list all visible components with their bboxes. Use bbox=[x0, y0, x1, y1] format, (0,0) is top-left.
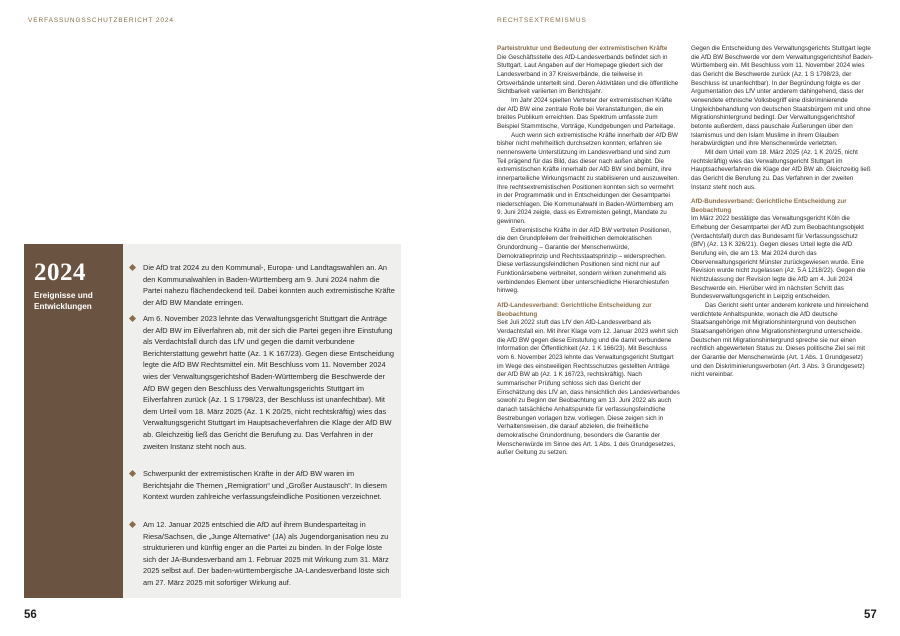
diamond-icon bbox=[129, 264, 136, 271]
events-bullet bbox=[143, 262, 395, 308]
page-number-right: 57 bbox=[864, 609, 877, 621]
text-column-2 bbox=[691, 45, 874, 380]
paragraph: Im Jahr 2024 spielten Vertreter der extremistischen Kräfte der AfD BW eine zentrale Rolle bei Veranstaltungen, die ein breites Publikum erreichten. Das Spektrum umfasste zum Beispiel Stammtische, Vorträge, Kundgebungen und Parteitage. bbox=[497, 96, 676, 130]
text-column-1 bbox=[497, 45, 680, 458]
diamond-icon bbox=[129, 315, 136, 322]
events-bullet bbox=[143, 313, 395, 452]
paragraph: Seit Juli 2022 stuft das LfV den AfD-Landesverband als Verdachtsfall ein. Mit ihrer Klage vom 12. Januar 2023 wehrt sich die AfD BW gegen diese Einstufung und die damit verbundene Information der Öffentlichkeit (Az. 1 K 166/23). Mit Beschluss vom 6. November 2023 lehnte das Verwaltungsgericht Stuttgart im Wege des einstweiligen Rechtsschutzes gestellten Anträge der AfD BW ab (Az. 1 K 167/23, rechtskräftig). Nach summarischer Prüfung schloss sich das Gericht der Einschätzung des LfV an, dass hinsichtlich des Landesverbandes sowohl zu Beginn der Beobachtung am 13. Juni 2022 als auch danach tatsächliche Anhaltspunkte für verfassungsfeindliche Bestrebungen vorlagen bzw. vorliegen. Diese zeigen sich in Verhaltensweisen, die darauf abzielen, die freiheitliche demokratische Grundordnung, besonders die Garantie der Menschenwürde im Sinne des Art. 1 Abs. 1 des Grundgesetzes, außer Geltung zu setzen. bbox=[497, 319, 680, 457]
section-heading-state-association: AfD-Landesverband: Gerichtliche Entscheidung zur Beobachtung bbox=[497, 302, 652, 318]
paragraph: Mit dem Urteil vom 18. März 2025 (Az. 1 K 20/25, nicht rechtskräftig) wies das Verwaltungsgericht Stuttgart im Hauptsacheverfahren die Klage der AfD BW ab. Gleichzeitig ließ das Gericht die Berufung zu. Das Verfahren in der zweiten Instanz steht noch aus. bbox=[691, 148, 871, 191]
section-heading-federal-association: AfD-Bundesverband: Gerichtliche Entscheidung zur Beobachtung bbox=[691, 198, 847, 214]
section-heading-party-structure: Parteistruktur und Bedeutung der extremistischen Kräfte bbox=[497, 45, 668, 52]
events-bullet bbox=[143, 519, 395, 589]
events-bullet-text: Am 12. Januar 2025 entschied die AfD auf ihrem Bundesparteitag in Riesa/Sachsen, die „Junge Alternative“ (JA) als Jugendorganisation neu zu strukturieren und künftig enger an die Partei zu binden. In der Folge löste sich der JA-Bundesverband am 1. Februar 2025 mit Wirkung zum 31. März 2025 selbst auf. Der baden-württembergische JA-Landesverband löste sich am 27. März 2025 mit sofortiger Wirkung auf. bbox=[143, 520, 390, 587]
paragraph: Auch wenn sich extremistische Kräfte innerhalb der AfD BW bisher nicht mehrheitlich durchsetzen konnten, erfahren sie nennenswerte Unterstützung im Landesverband und sind zum Teil prägend für das Bild, das dieser nach außen abgibt. Die extremistischen Kräfte innerhalb der AfD BW sind bemüht, ihre innerparteiliche Wirkungsmacht zu stabilisieren und auszuweiten. Ihre rechtsextremistischen Positionen konnten sich so vermehrt in der Programmatik und in Entscheidungen der Gesamtpartei niederschlagen. Die Kommunalwahl in Baden-Württemberg am 9. Juni 2024 zeigte, dass es Extremisten gelingt, Mandate zu gewinnen. bbox=[497, 131, 680, 226]
events-subtitle: Ereignisse und Entwicklungen bbox=[34, 291, 93, 311]
paragraph: Extremistische Kräfte in der AfD BW vertreten Positionen, die den Grundpfeilern der freiheitlichen demokratischen Grundordnung – Garantie der Menschenwürde, Demokratieprinzip und Rechtsstaatsprinzip – widersprechen. Diese verfassungsfeindlichen Positionen sind nicht nur auf Funktionärsebene verbreitet, sondern wirken zunehmend als verbindendes Element über unterschiedliche Hierarchiestufen hinweg. bbox=[497, 226, 672, 295]
events-bullet-text: Schwerpunkt der extremistischen Kräfte in der AfD BW waren im Berichtsjahr die Themen „Remigration“ und „Großer Austausch“. In diesem Kontext wurden zahlreiche verfassungsfeindliche Positionen verzeichnet. bbox=[143, 469, 387, 502]
page-number-left: 56 bbox=[24, 609, 37, 621]
diamond-icon bbox=[129, 521, 136, 528]
events-year: 2024 bbox=[34, 259, 86, 286]
events-box-content bbox=[123, 244, 401, 598]
events-bullet-text: Am 6. November 2023 lehnte das Verwaltungsgericht Stuttgart die Anträge der AfD BW im Eilverfahren ab, mit der sich die Partei gegen ihre Einstufung als Verdachtsfall durch das LfV und gegen die damit verbundene Berichterstattung gewehrt hatte (Az. 1 K 167/23). Gegen diese Entscheidung legte die AfD BW Rechtsmittel ein. Mit Beschluss vom 11. November 2024 wies der Verwaltungsgerichtshof Baden-Württemberg die Beschwerde der AfD BW gegen den Beschluss des Verwaltungsgerichts Stuttgart im Eilverfahren zurück (Az. 1 S 1798/23, der Beschluss ist unanfechtbar). Mit dem Urteil vom 18. März 2025 (Az. 1 K 20/25, nicht rechtskräftig) wies das Verwaltungsgericht Stuttgart im Hauptsacheverfahren die Klage der AfD BW ab. Gleichzeitig ließ das Gericht die Berufung zu. Das Verfahren in der zweiten Instanz steht noch aus. bbox=[143, 314, 395, 451]
events-bullet-text: Die AfD trat 2024 zu den Kommunal-, Europa- und Landtagswahlen an. An den Kommunalwahlen in Baden-Württemberg am 9. Juni 2024 nahm die Partei nahezu flächendeckend teil. Dabei konnten auch extremistische Kräfte der AfD BW Mandate erringen. bbox=[143, 263, 395, 307]
paragraph: Gegen die Entscheidung des Verwaltungsgerichts Stuttgart legte die AfD BW Beschwerde vor dem Verwaltungsgerichtshof Baden-Württemberg ein. Mit Beschluss vom 11. November 2024 wies das Gericht die Beschwerde zurück (Az. 1 S 1798/23, der Beschluss ist unanfechtbar). In der Begründung folgte es der Argumentation des LfV unter anderem dahingehend, dass der verwendete ethnische Volksbegriff eine diskriminierende Ungleichbehandlung von deutschen Staatsbürgern mit und ohne Migrationshintergrund bedingt. Der Verwaltungsgerichtshof betonte außerdem, dass pauschale Äußerungen über den Islamismus und den Islam Muslime in ihrem Glauben herabwürdigten und ihre Menschenwürde verletzten. bbox=[691, 45, 874, 148]
paragraph: Im März 2022 bestätigte das Verwaltungsgericht Köln die Erhebung der Gesamtpartei der AfD zum Beobachtungsobjekt (Verdachtsfall) durch das Bundesamt für Verfassungsschutz (BfV) (Az. 13 K 326/21). Gegen dieses Urteil legte die AfD Berufung ein, die am 13. Mai 2024 durch das Oberverwaltungsgericht Münster zurückgewiesen wurde. Eine Revision wurde nicht zugelassen (Az. 5 A 1218/22). Gegen die Nichtzulassung der Revision legte die AfD am 4. Juli 2024 Beschwerde ein. Hierüber wird im nächsten Schritt das Bundesverwaltungsgericht in Leipzig entscheiden. bbox=[691, 215, 866, 301]
events-bullet bbox=[143, 468, 395, 503]
paragraph: Das Gericht sieht unter anderem konkrete und hinreichend verdichtete Anhaltspunkte, wonach die AfD deutsche Staatsangehörige mit Migrationshintergrund von deutschen Staatsangehörigen ohne Migrationshintergrund unterscheide. Deutschen mit Migrationshintergrund spreche sie nur einen rechtlich abgewerteten Status zu. Dieses politische Ziel sei mit der Garantie der Menschenwürde (Art. 1 Abs. 1 Grundgesetz) und den Diskriminierungsverboten (Art. 3 Abs. 3 Grundgesetz) nicht vereinbar. bbox=[691, 302, 869, 379]
events-box-title-panel bbox=[24, 244, 123, 598]
paragraph: Die Geschäftsstelle des AfD-Landesverbands befindet sich in Stuttgart. Laut Angaben auf der Homepage gliedert sich der Landesverband in 37 Kreisverbände, die teilweise in Ortsverbände unterteilt sind. Deren Aktivitäten und die öffentliche Sichtbarkeit variierten im Berichtsjahr. bbox=[497, 53, 679, 96]
running-header-right: RECHTSEXTREMISMUS bbox=[497, 17, 587, 24]
running-header-left: VERFASSUNGSSCHUTZBERICHT 2024 bbox=[28, 17, 174, 24]
diamond-icon bbox=[129, 470, 136, 477]
